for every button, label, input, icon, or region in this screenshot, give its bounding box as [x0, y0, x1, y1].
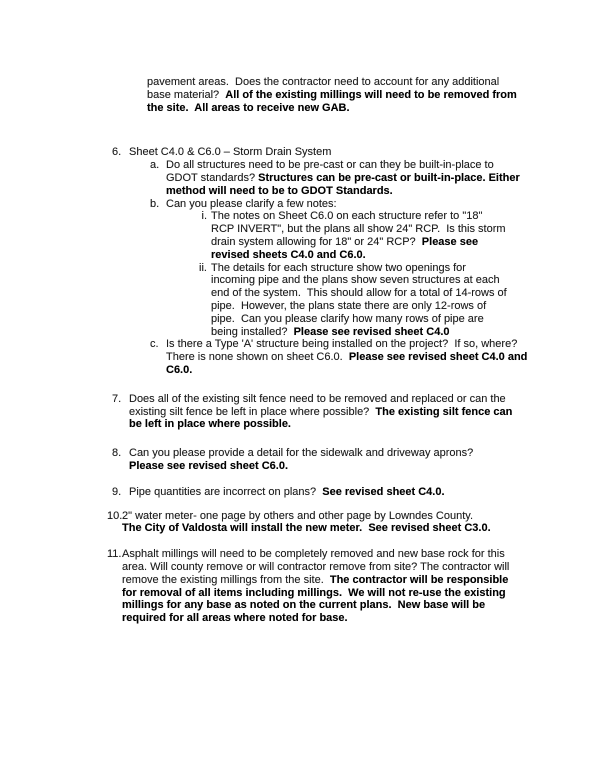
item-6-number: 6.	[112, 146, 122, 159]
item-6b-label: b.	[150, 197, 160, 210]
list-item-6b	[150, 198, 539, 339]
item-6c-text: Is there a Type 'A' structure being installed on the project? If so, where? There is none shown on sheet C6.0.	[166, 338, 524, 364]
item-6-body	[129, 146, 539, 376]
list-item-8	[112, 447, 600, 473]
list-item-9	[112, 486, 600, 499]
item-6b-i-text: The notes on Sheet C6.0 on each structure refer to "18" RCP INVERT", but the plans all show 24" RCP. Is this storm drain system allowing for 18" or 24" RCP?	[211, 210, 509, 248]
list-item-6	[112, 146, 600, 376]
item-8-text: Can you please provide a detail for the sidewalk and driveway aprons?	[129, 447, 474, 460]
item-6a-text: Do all structures need to be pre-cast or can they be built-in-place to GDOT standards?	[166, 159, 497, 184]
intro-paragraph	[147, 76, 525, 114]
item-7-text: Does all of the existing silt fence need to be removed and replaced or can the existing silt fence be left in place where possible?	[129, 392, 509, 418]
item-6b-i-body	[211, 210, 508, 261]
item-6b-ii-bold-answer: Please see revised sheet C4.0	[293, 325, 450, 338]
item-6b-ii-paragraph	[211, 262, 508, 339]
intro-text: pavement areas. Does the contractor need to account for any additional base material?	[147, 76, 503, 101]
item-6a-paragraph	[166, 159, 528, 197]
item-7-body	[129, 393, 515, 431]
list-item-6b-ii	[166, 262, 528, 339]
item-9-text: Pipe quantities are incorrect on plans?	[129, 485, 323, 498]
item-7-bold-answer: The existing silt fence can be left in place where possible.	[129, 405, 516, 431]
item-6a-label: a.	[150, 159, 160, 172]
item-6c-body	[166, 338, 531, 376]
item-6b-title: Can you please clarify a few notes:	[166, 197, 337, 210]
item-6c-paragraph	[166, 338, 531, 376]
list-item-10	[107, 510, 600, 536]
item-6b-i-label: i.	[201, 210, 207, 223]
item-11-number: 11.	[107, 548, 122, 561]
item-7-number: 7.	[112, 392, 122, 405]
item-11-body	[122, 548, 520, 625]
item-6b-i-paragraph	[211, 210, 508, 261]
item-8-paragraph	[129, 447, 515, 473]
item-11-paragraph	[122, 548, 520, 625]
intro-bold-answer: All of the existing millings will need to be removed from the site. All areas to receive new GAB.	[147, 88, 520, 114]
list-item-7	[112, 393, 600, 431]
item-10-number: 10.	[107, 509, 123, 522]
item-7-paragraph	[129, 393, 515, 431]
item-8-number: 8.	[112, 447, 122, 460]
item-6b-ii-body	[211, 262, 508, 339]
item-6a-bold-answer: Structures can be pre-cast or built-in-place. Either method will need to be to GDOT Standards.	[166, 171, 523, 197]
item-10-bold-answer: The City of Valdosta will install the new meter. See revised sheet C3.0.	[122, 522, 491, 535]
list-item-6b-i	[166, 210, 528, 261]
item-6c-label: c.	[150, 338, 159, 351]
list-item-6a	[150, 159, 539, 197]
item-9-bold-answer: See revised sheet C4.0.	[322, 485, 445, 498]
item-6b-body	[166, 198, 528, 339]
item-9-body	[129, 486, 515, 499]
item-9-paragraph	[129, 486, 515, 499]
item-11-text: Asphalt millings will need to be completely removed and new base rock for this area. Will county remove or will contractor remove from site? The contractor will remove the existing millings from the site.	[122, 548, 513, 586]
item-6b-ii-label: ii.	[199, 261, 207, 274]
list-item-11	[107, 548, 600, 625]
item-8-body	[129, 447, 515, 473]
list-item-6c	[150, 338, 539, 376]
item-10-text: 2" water meter- one page by others and other page by Lowndes County.	[122, 509, 474, 522]
item-6c-bold-answer: Please see revised sheet C4.0 and C6.0.	[166, 351, 531, 376]
item-10-body	[122, 510, 520, 536]
item-8-bold-answer: Please see revised sheet C6.0.	[129, 459, 288, 472]
item-6b-i-bold-answer: Please see revised sheets C4.0 and C6.0.	[211, 235, 482, 261]
item-9-number: 9.	[112, 485, 122, 498]
item-6b-ii-text: The details for each structure show two openings for incoming pipe and the plans show seven structures at each end of the system. This should allow for a total of 14-rows of pipe. However, the plans state there are only 12-rows of pipe. Can you please clarify how many rows of pipe are being installed?	[211, 261, 510, 338]
item-6-title: Sheet C4.0 & C6.0 – Storm Drain System	[129, 146, 332, 159]
item-6a-body	[166, 159, 528, 197]
item-10-paragraph	[122, 510, 520, 536]
item-11-bold-answer: The contractor will be responsible for removal of all items including millings. We will not re-use the existing millings for any base as noted on the current plans. New base will be required for all areas where noted for base.	[122, 573, 512, 625]
